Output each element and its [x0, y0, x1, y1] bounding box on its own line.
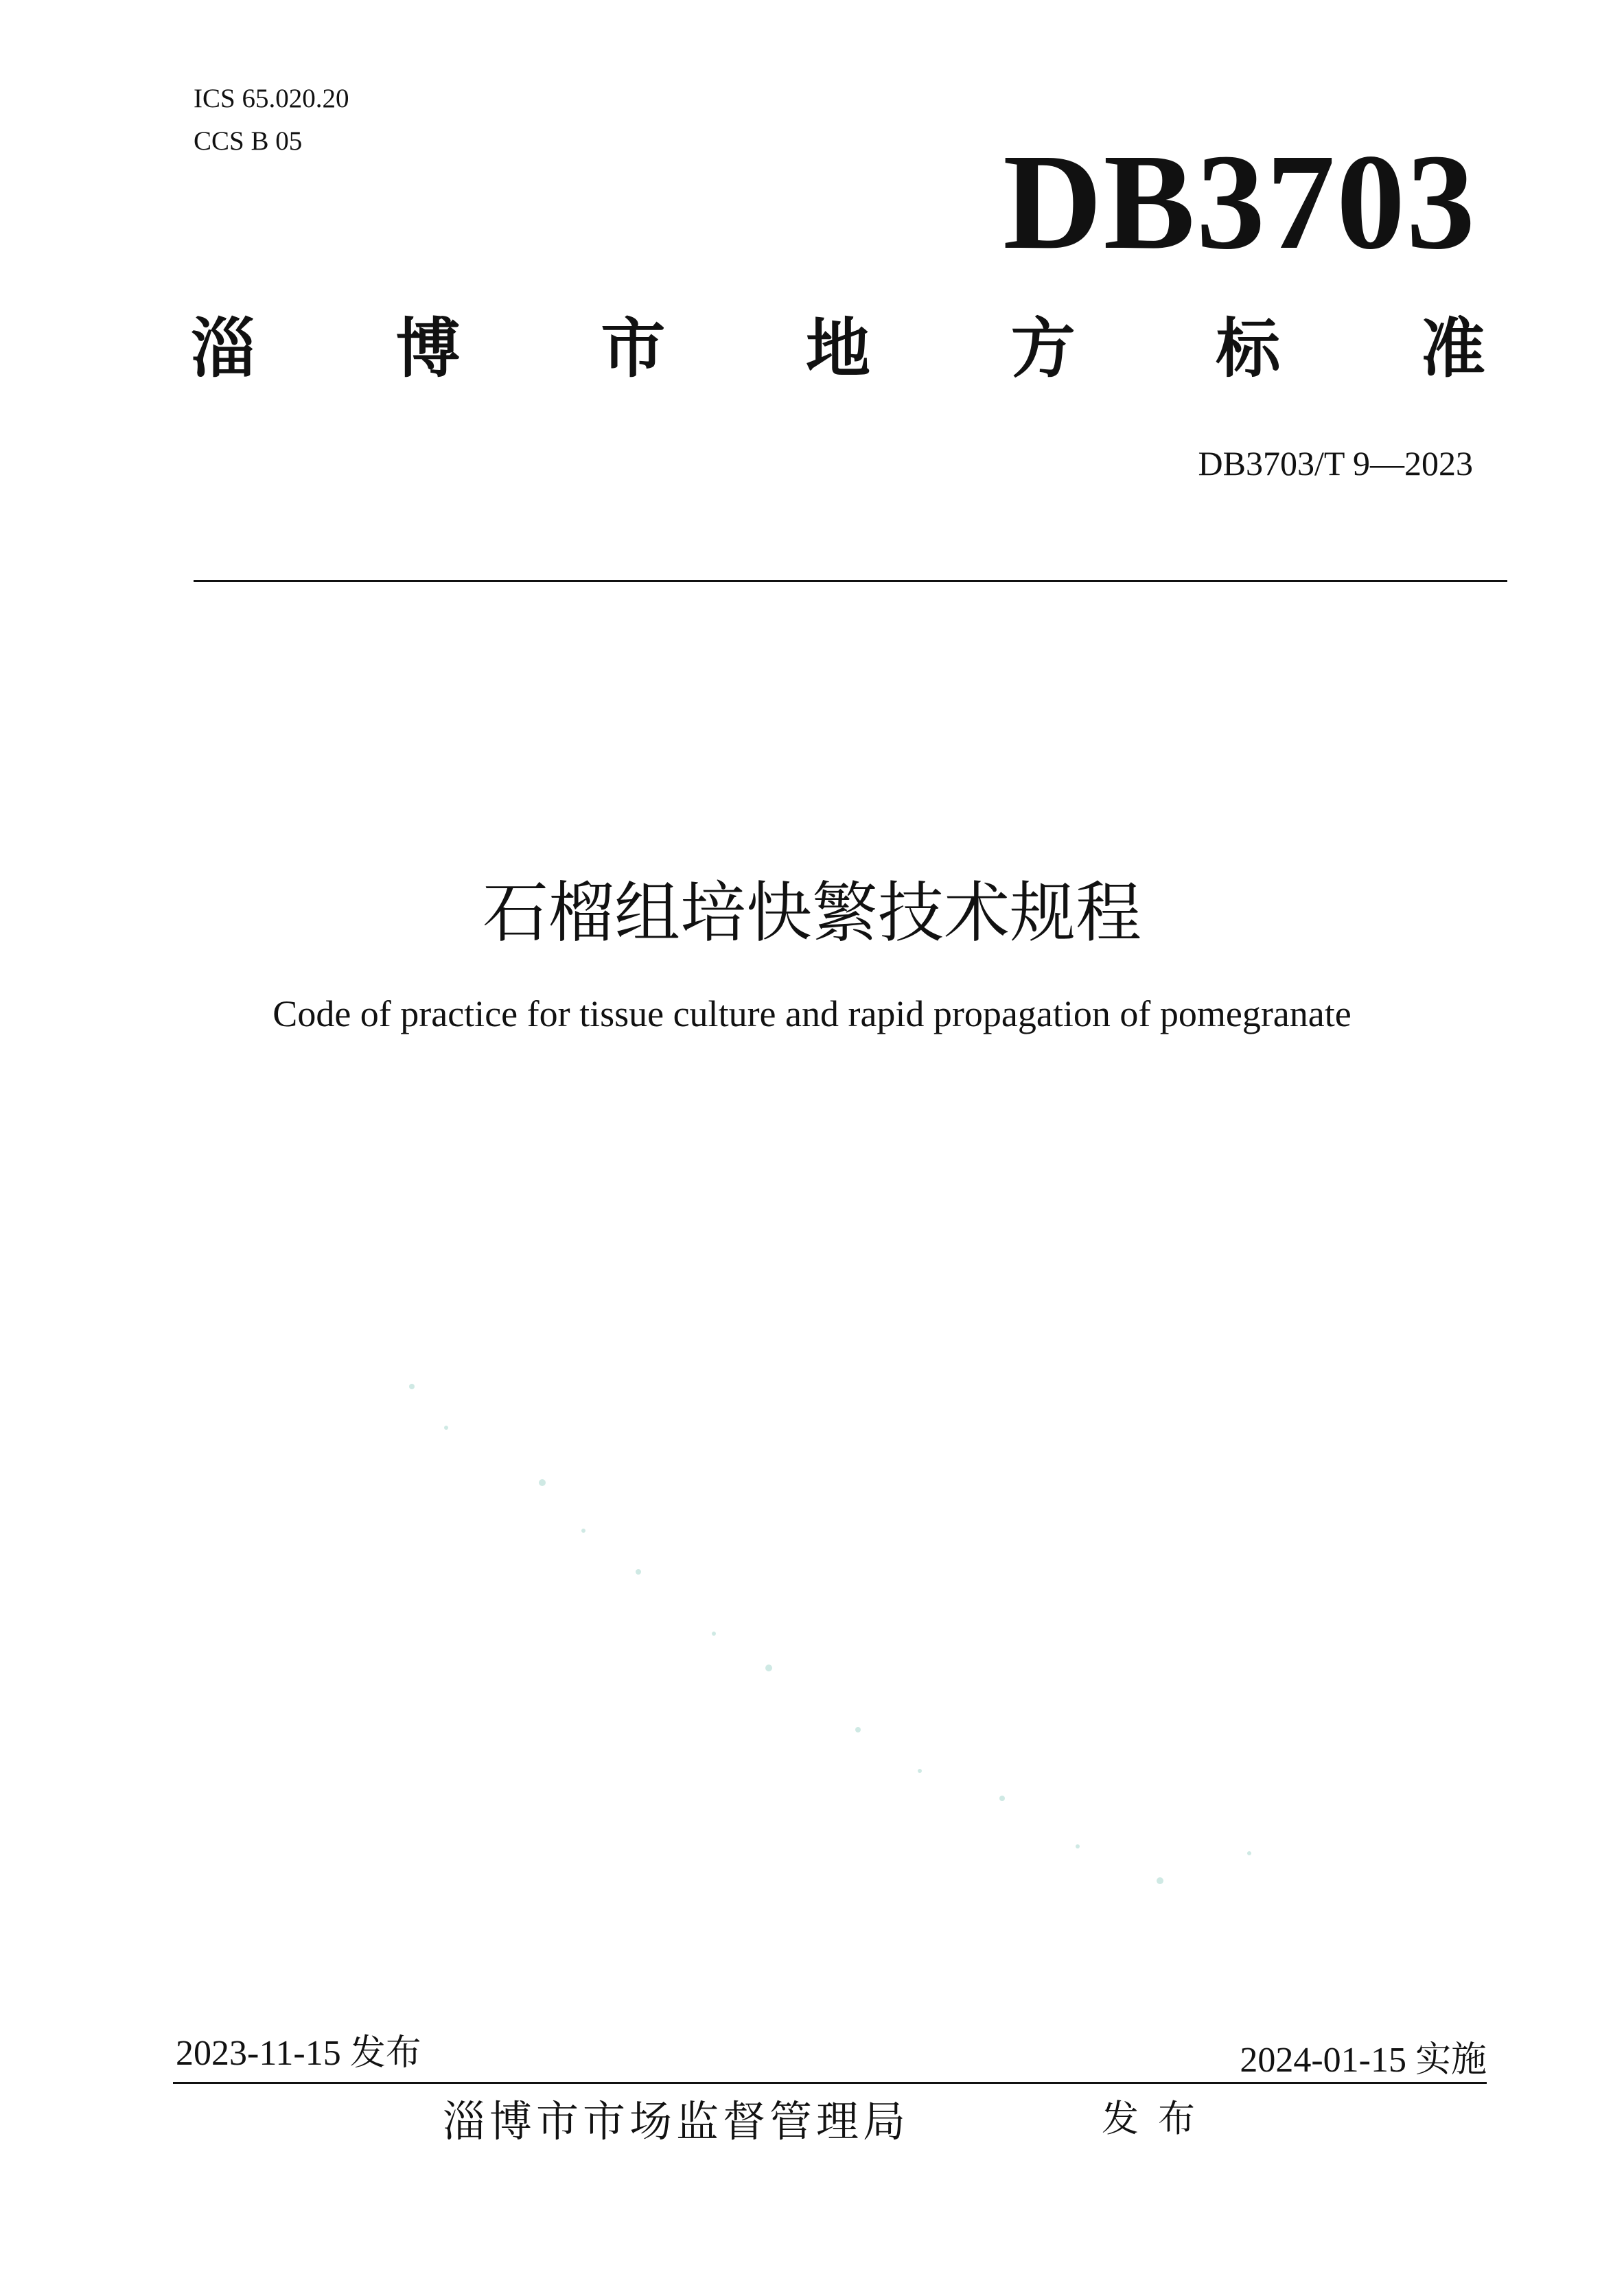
ics-code: ICS 65.020.20	[194, 84, 349, 113]
standard-type-heading	[191, 312, 1485, 386]
standard-type-char: 地	[805, 312, 870, 386]
standard-type-char: 方	[1010, 312, 1076, 386]
standard-type-char: 淄	[191, 312, 256, 386]
faint-watermark-dots	[384, 1345, 1345, 1908]
document-title-chinese: 石榴组培快繁技术规程	[483, 874, 1141, 951]
issue-date-value: 2023-11-15	[176, 2034, 341, 2073]
issue-date	[176, 2032, 421, 2074]
standard-number: DB3703/T 9—2023	[1198, 444, 1473, 483]
publisher-name: 淄博市市场监督管理局	[443, 2096, 910, 2146]
implementation-date-value: 2024-01-15	[1240, 2041, 1406, 2080]
standard-type-char: 市	[601, 312, 666, 386]
implementation-label: 实施	[1415, 2039, 1487, 2080]
ccs-code: CCS B 05	[194, 126, 303, 156]
header-divider	[194, 580, 1507, 582]
standard-type-char: 博	[395, 312, 461, 386]
implementation-date	[1240, 2039, 1487, 2080]
issue-label: 发布	[349, 2032, 421, 2074]
standard-code-large: DB3703	[1003, 126, 1476, 278]
standard-type-char: 标	[1216, 312, 1281, 386]
footer-divider	[173, 2082, 1487, 2084]
document-title-english: Code of practice for tissue culture and rapid propagation of pomegranate	[272, 993, 1352, 1034]
standard-type-char: 准	[1420, 312, 1485, 386]
publish-label: 发布	[1102, 2097, 1214, 2140]
